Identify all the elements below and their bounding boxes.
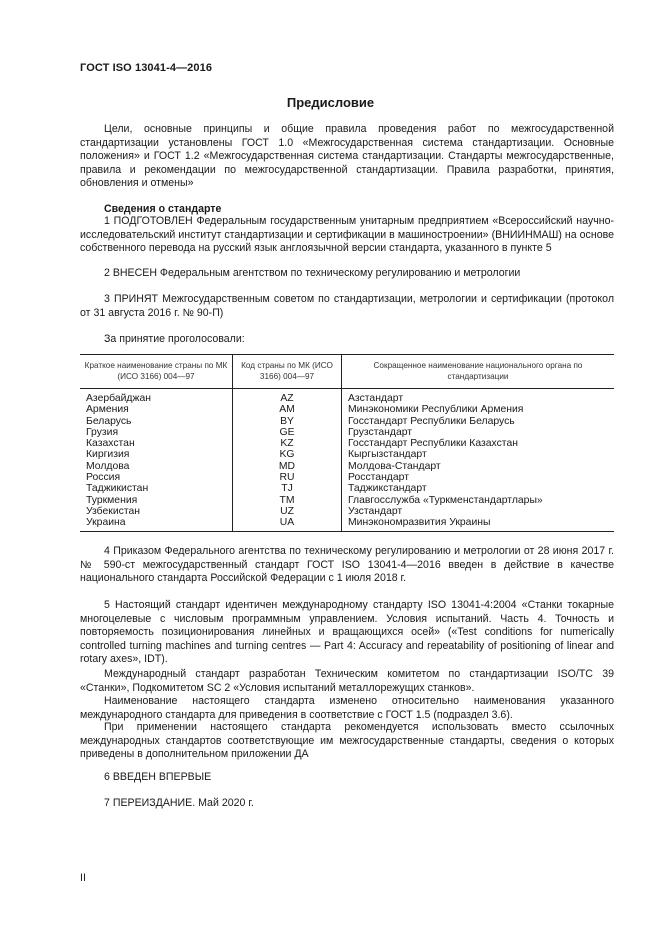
country-cell: Россия <box>86 472 121 484</box>
table-row <box>80 483 614 494</box>
table-row <box>80 389 614 405</box>
table-row <box>80 461 614 472</box>
item-4-paragraph: 4 Приказом Федерального агентства по техническому регулированию и метрологии от 28 июня 2017 г. № 590-ст межгосударственный стандарт ГОСТ ISO 13041-4—2016 введен в действие в качестве национального стандарта Российской Федерации с 1 июля 2018 г. <box>80 545 614 585</box>
voted-label: За принятие проголосовали: <box>104 333 245 345</box>
code-cell: KG <box>233 449 342 460</box>
item-5-paragraph: 5 Настоящий стандарт идентичен международному стандарту ISO 13041-4:2004 «Станки токарные многоцелевые с числовым программным управлением. Условия испытаний. Часть 4. Точность и повторяемость позиционирования линейных и вращающихся осей» («Test conditions for numerically controlled turning machines and turning centres — Part 4: Accuracy and repeatability of positioning of linear and rotary axes», IDT). <box>80 599 614 666</box>
country-cell: Азербайджан <box>86 393 151 404</box>
table-row <box>80 404 614 415</box>
item-7-paragraph: 7 ПЕРЕИЗДАНИЕ. Май 2020 г. <box>104 797 254 809</box>
table-row <box>80 449 614 460</box>
body-cell: Росстандарт <box>342 472 615 483</box>
table-row <box>80 416 614 427</box>
section-title: Сведения о стандарте <box>104 203 222 215</box>
table-header-row <box>80 355 614 389</box>
table-row <box>80 472 614 483</box>
country-cell: Украина <box>86 517 126 529</box>
country-cell: Беларусь <box>86 415 132 427</box>
body-cell: Таджикстандарт <box>342 483 615 494</box>
code-cell: MD <box>233 461 342 472</box>
body-cell: Госстандарт Республики Казахстан <box>342 438 615 449</box>
body-cell: Грузстандарт <box>342 427 615 438</box>
body-cell: Азстандарт <box>342 389 615 405</box>
page-number: II <box>80 872 86 884</box>
body-cell: Узстандарт <box>342 506 615 517</box>
body-cell: Минэкономики Республики Армения <box>342 404 615 415</box>
voting-countries-table <box>80 354 614 532</box>
country-cell: Таджикистан <box>86 483 149 495</box>
body-cell: Минэкономразвития Украины <box>342 517 615 531</box>
table-row <box>80 517 614 531</box>
body-cell: Госстандарт Республики Беларусь <box>342 416 615 427</box>
table-row <box>80 495 614 506</box>
country-cell: Туркмения <box>86 494 138 506</box>
code-cell: GE <box>233 427 342 438</box>
column-header-country: Краткое наименование страны по МК (ИСО 3166) 004—97 <box>80 355 233 389</box>
item-1-paragraph: 1 ПОДГОТОВЛЕН Федеральным государственным унитарным предприятием «Всероссийский научно-исследовательский институт стандартизации и сертификации в машиностроении» (ВНИИНМАШ) на основе собственного перевода на русский язык англоязычной версии стандарта, указанного в пункте 5 <box>80 215 614 255</box>
item-6-paragraph: 6 ВВЕДЕН ВПЕРВЫЕ <box>104 771 212 783</box>
country-cell: Киргизия <box>86 449 130 461</box>
table-row <box>80 427 614 438</box>
item-5-committee-paragraph: Международный стандарт разработан Техническим комитетом по стандартизации ISO/TC 39 «Станки», Подкомитетом SC 2 «Условия испытаний металлорежущих станков». <box>80 668 614 694</box>
code-cell: TJ <box>233 483 342 494</box>
country-cell: Грузия <box>86 426 119 438</box>
column-header-body: Сокращенное наименование национального органа по стандартизации <box>342 355 615 389</box>
country-cell: Молдова <box>86 460 130 472</box>
code-cell: AM <box>233 404 342 415</box>
body-cell: Кыргызстандарт <box>342 449 615 460</box>
intro-paragraph: Цели, основные принципы и общие правила проведения работ по межгосударственной стандартизации установлены ГОСТ 1.0 «Межгосударственная система стандартизации. Основные положения» и ГОСТ 1.2 «Межгосударственная система стандартизации. Стандарты межгосударственные, правила и рекомендации по межгосударственной стандартизации. Правила разработки, принятия, обновления и отмены» <box>80 123 614 190</box>
country-cell: Армения <box>86 404 129 416</box>
table-row <box>80 438 614 449</box>
item-5-name-change-paragraph: Наименование настоящего стандарта изменено относительно наименования указанного международного стандарта для приведения в соответствие с ГОСТ 1.5 (подраздел 3.6). <box>80 695 614 721</box>
code-cell: RU <box>233 472 342 483</box>
country-cell: Казахстан <box>86 438 135 450</box>
body-cell: Главгосслужба «Туркменстандартлары» <box>342 495 615 506</box>
table-row <box>80 506 614 517</box>
page-title: Предисловие <box>286 95 375 110</box>
code-cell: UA <box>233 517 342 531</box>
document-code-header: ГОСТ ISO 13041-4—2016 <box>80 62 213 74</box>
code-cell: UZ <box>233 506 342 517</box>
code-cell: KZ <box>233 438 342 449</box>
code-cell: TM <box>233 495 342 506</box>
item-2-paragraph: 2 ВНЕСЕН Федеральным агентством по техническому регулированию и метрологии <box>104 267 521 279</box>
code-cell: AZ <box>233 389 342 405</box>
code-cell: BY <box>233 416 342 427</box>
item-3-paragraph: 3 ПРИНЯТ Межгосударственным советом по стандартизации, метрологии и сертификации (протокол от 31 августа 2016 г. № 90-П) <box>80 293 614 319</box>
item-5-application-paragraph: При применении настоящего стандарта рекомендуется использовать вместо ссылочных международных стандартов соответствующие им межгосударственные стандарты, сведения о которых приведены в дополнительном приложении ДА <box>80 721 614 761</box>
column-header-code: Код страны по МК (ИСО 3166) 004—97 <box>233 355 342 389</box>
country-cell: Узбекистан <box>86 505 140 517</box>
body-cell: Молдова-Стандарт <box>342 461 615 472</box>
